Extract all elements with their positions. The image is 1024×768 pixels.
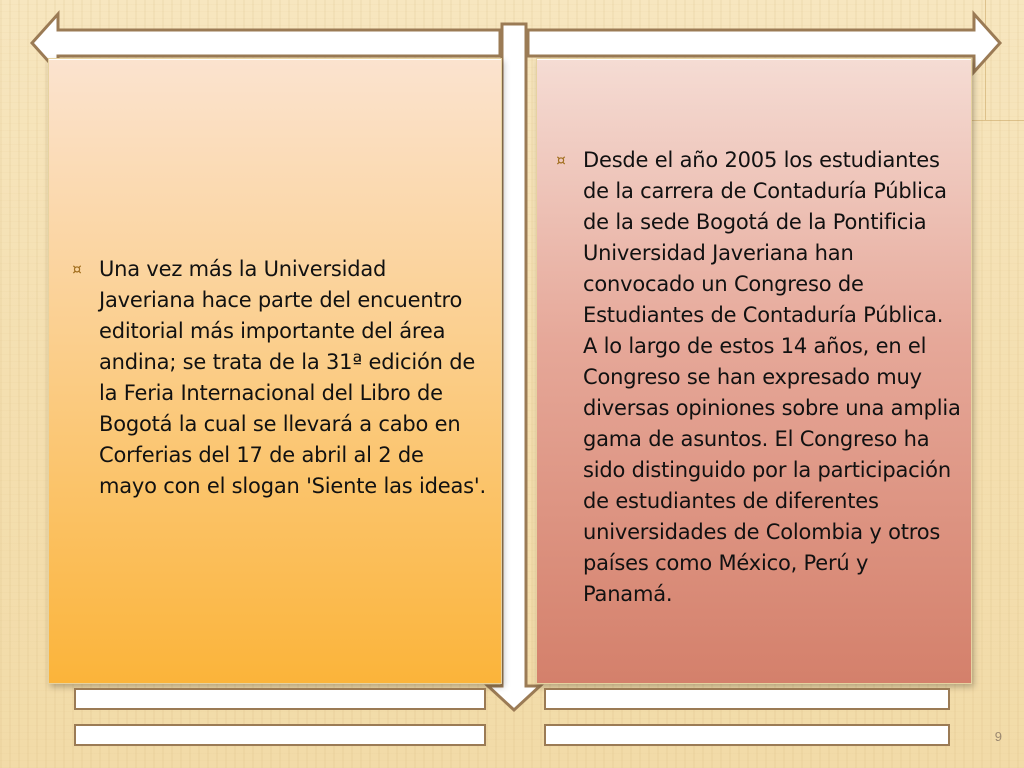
page-number: 9	[994, 729, 1002, 744]
bullet-icon: ¤	[72, 260, 82, 278]
left-bar-lower	[74, 724, 486, 746]
left-bullet-text: Una vez más la Universidad Javeriana hace parte del encuentro editorial más importante del área andina; se trata de la 31ª edición de la Feria Internacional del Libro de Bogotá la cual se llevará a cabo en Corferias del 17 de abril al 2 de mayo con el slogan 'Siente las ideas'.	[99, 257, 486, 498]
right-bullet-text: Desde el año 2005 los estudiantes de la carrera de Contaduría Pública de la sede Bogotá de la Pontificia Universidad Javeriana han convocado un Congreso de Estudiantes de Contaduría Pública. A lo largo de estos 14 años, en el Congreso se han expresado muy diversas opiniones sobre una amplia gama de asuntos. El Congreso ha sido distinguido por la participación de estudiantes de diferentes universidades de Colombia y otros países como México, Perú y Panamá.	[583, 147, 961, 606]
right-panel	[536, 58, 972, 684]
right-bar-lower	[544, 724, 950, 746]
right-bullet	[551, 145, 961, 610]
right-bar-upper	[544, 688, 950, 710]
bullet-icon: ¤	[556, 150, 566, 169]
left-panel	[48, 58, 502, 684]
left-bullet	[67, 254, 487, 502]
left-bar-upper	[74, 688, 486, 710]
